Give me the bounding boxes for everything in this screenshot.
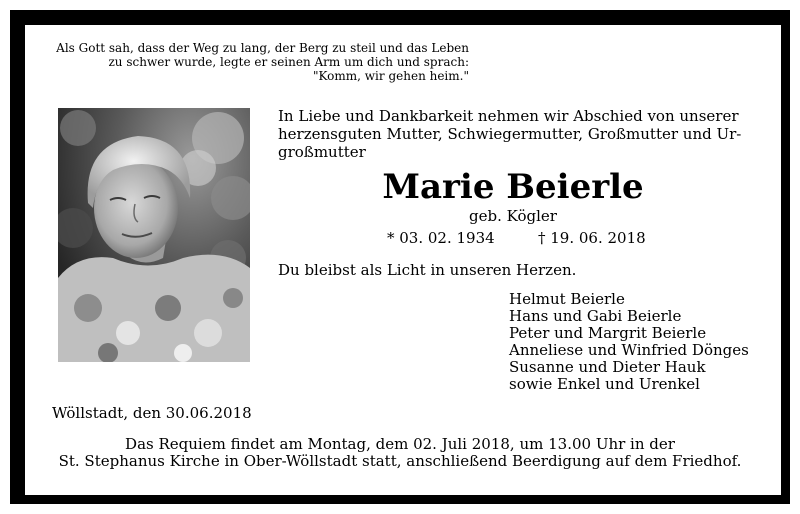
portrait-illustration [58, 108, 250, 362]
mourner: Helmut Beierle [509, 290, 625, 308]
mourners-list [509, 291, 749, 393]
requiem-line: St. Stephanus Kirche in Ober-Wöllstadt statt, anschließend Beerdigung auf dem Friedhof. [58, 452, 742, 470]
requiem-line: Das Requiem findet am Montag, dem 02. Juli 2018, um 13.00 Uhr in der [125, 435, 675, 453]
poem-line: zu schwer wurde, legte er seinen Arm um dich und sprach: [108, 55, 469, 69]
intro-text [278, 107, 748, 161]
intro-line: großmutter [278, 143, 366, 161]
portrait-photo [58, 108, 250, 362]
closing-line: Du bleibst als Licht in unseren Herzen. [278, 261, 577, 279]
requiem-notice [30, 436, 770, 470]
birth-date: * 03. 02. 1934 [387, 229, 495, 247]
deceased-name: Marie Beierle [382, 167, 644, 207]
poem-line: "Komm, wir gehen heim." [313, 69, 469, 83]
mourner: Hans und Gabi Beierle [509, 307, 682, 325]
place-date: Wöllstadt, den 30.06.2018 [52, 404, 252, 422]
intro-line: herzensguten Mutter, Schwiegermutter, Großmutter und Ur- [278, 125, 742, 143]
death-date: † 19. 06. 2018 [538, 229, 646, 247]
mourner: Peter und Margrit Beierle [509, 324, 707, 342]
intro-line: In Liebe und Dankbarkeit nehmen wir Abschied von unserer [278, 107, 739, 125]
poem-line: Als Gott sah, dass der Weg zu lang, der Berg zu steil und das Leben [56, 41, 469, 55]
mourner: sowie Enkel und Urenkel [509, 375, 700, 393]
mourner: Susanne und Dieter Hauk [509, 358, 706, 376]
mourner: Anneliese und Winfried Dönges [509, 341, 749, 359]
maiden-name: geb. Kögler [469, 207, 557, 225]
poem [9, 41, 469, 83]
